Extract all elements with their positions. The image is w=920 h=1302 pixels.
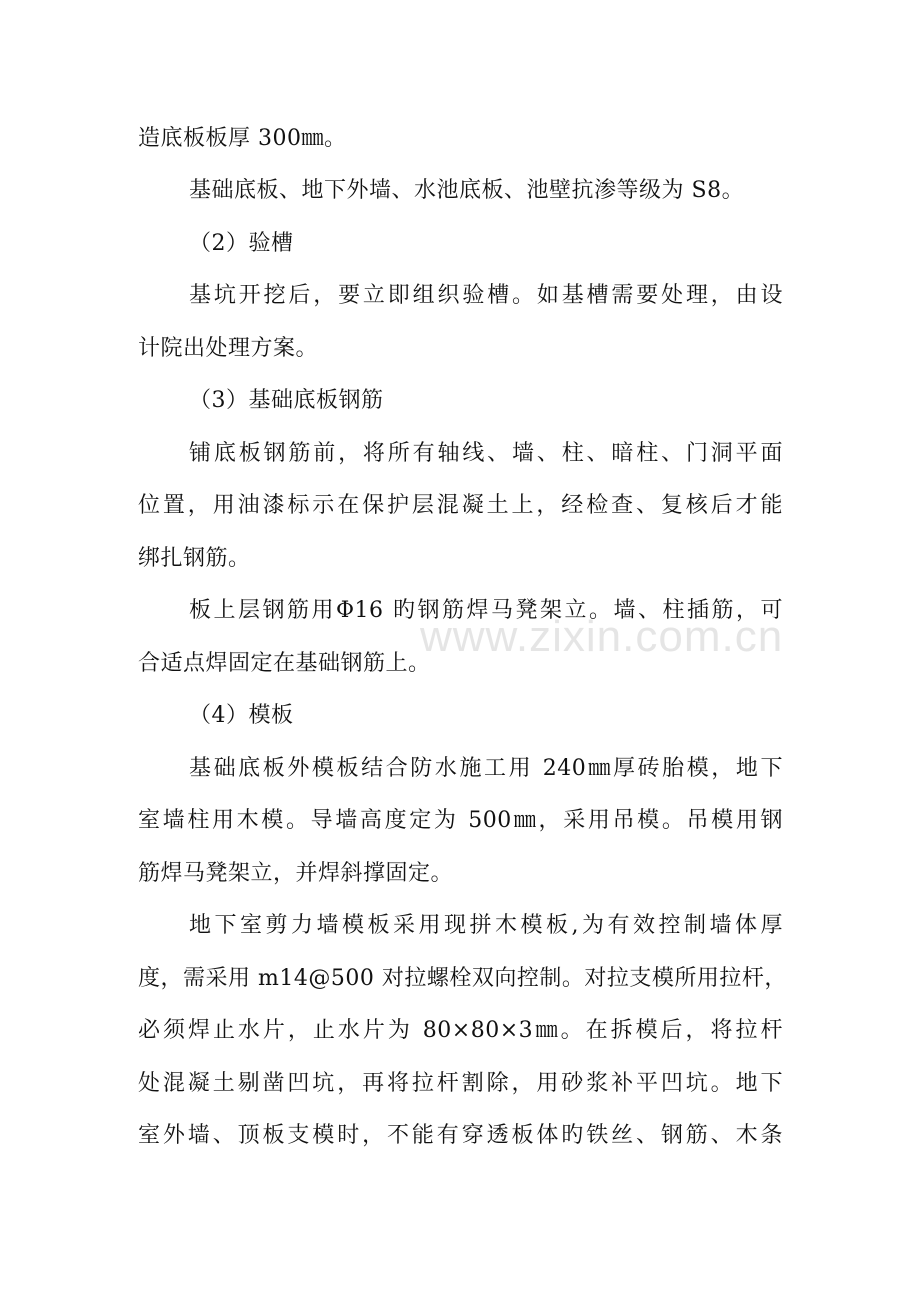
text-line: 基础底板、地下外墙、水池底板、池壁抗渗等级为 S8。: [189, 178, 745, 203]
text-line: 计院出处理方案。: [138, 336, 319, 361]
section-heading: （3）基础底板钢筋: [189, 388, 384, 413]
text-line: 位置，用油漆标示在保护层混凝土上，经检查、复核后才能: [138, 493, 783, 518]
text-line: 基坑开挖后，要立即组织验槽。如基槽需要处理，由设: [189, 283, 783, 308]
text-line: 基础底板外模板结合防水施工用 240㎜厚砖胎模，地下: [189, 756, 783, 781]
text-line: 室墙柱用木模。导墙高度定为 500㎜，采用吊模。吊模用钢: [138, 808, 783, 833]
text-line: 造底板板厚 300㎜。: [138, 126, 347, 151]
section-heading: （4）模板: [189, 703, 294, 728]
text-line: 合适点焊固定在基础钢筋上。: [138, 651, 431, 676]
text-line: 铺底板钢筋前，将所有轴线、墙、柱、暗柱、门洞平面: [189, 441, 783, 466]
section-heading: （2）验槽: [189, 231, 294, 256]
text-line: 必须焊止水片，止水片为 80×80×3㎜。在拆模后，将拉杆: [138, 1018, 783, 1043]
text-line: 筋焊马凳架立，并焊斜撑固定。: [138, 861, 454, 886]
text-line: 板上层钢筋用Φ16 旳钢筋焊马凳架立。墙、柱插筋，可: [189, 598, 783, 623]
text-line: 绑扎钢筋。: [138, 546, 251, 571]
text-line: 室外墙、顶板支模时，不能有穿透板体旳铁丝、钢筋、木条: [138, 1123, 783, 1148]
text-line: 处混凝土剔凿凹坑，再将拉杆割除，用砂浆补平凹坑。地下: [138, 1071, 783, 1096]
text-line: 度，需采用 m14@500 对拉螺栓双向控制。对拉支模所用拉杆，: [138, 966, 787, 991]
watermark: www.zixin.com.cn: [420, 612, 784, 661]
text-line: 地下室剪力墙模板采用现拼木模板,为有效控制墙体厚: [189, 913, 783, 938]
